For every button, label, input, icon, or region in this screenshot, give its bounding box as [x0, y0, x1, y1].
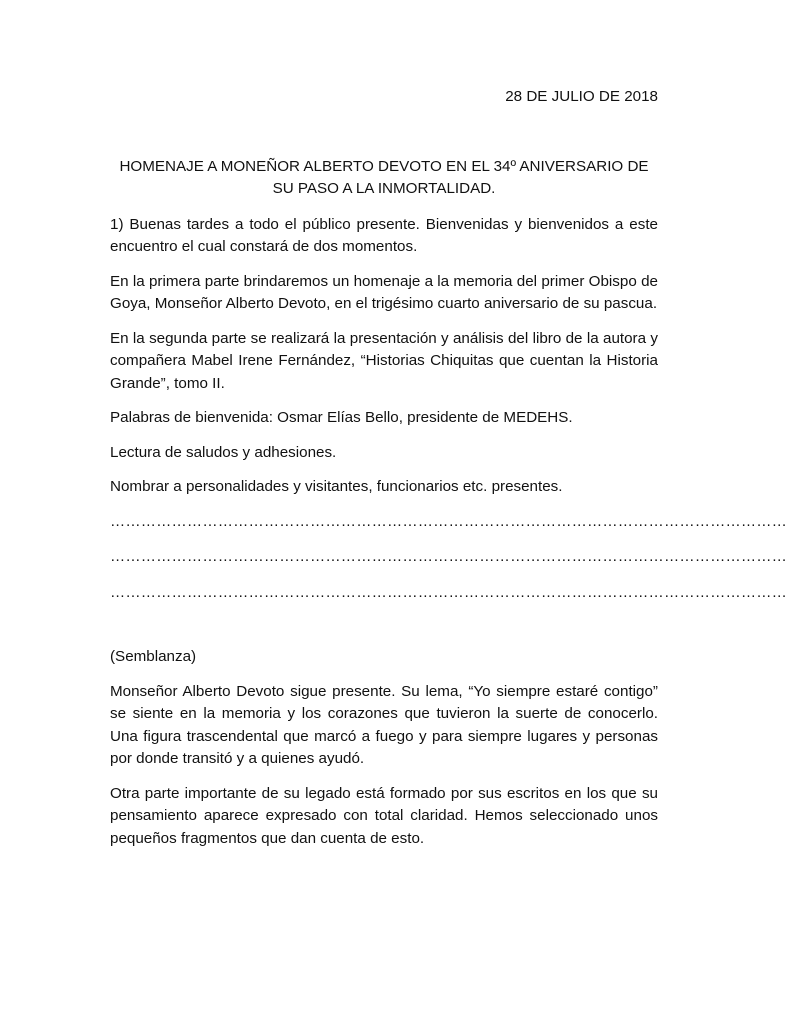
paragraph-semblanza-motto: Monseñor Alberto Devoto sigue presente. Su lema, “Yo siempre estaré contigo” se siente en la memoria y los corazones que tuvieron la suerte de conocerlo. Una figura trascendental que marcó a fuego y para siempre lugares y personas por donde transitó y a quienes ayudó. — [110, 682, 658, 767]
paragraph-first-part: En la primera parte brindaremos un homenaje a la memoria del primer Obispo de Goya, Monseñor Alberto Devoto, en el trigésimo cuarto aniversario de su pascua. — [110, 272, 658, 312]
paragraph-semblanza-legacy: Otra parte importante de su legado está formado por sus escritos en los que su pensamiento aparece expresado con total claridad. Hemos seleccionado unos pequeños fragmentos que dan cuenta de esto. — [110, 784, 658, 847]
paragraph-greeting: 1) Buenas tardes a todo el público presente. Bienvenidas y bienvenidos a este encuentro el cual constará de dos momentos. — [110, 215, 658, 255]
paragraph-name-personalities: Nombrar a personalidades y visitantes, funcionarios etc. presentes. — [110, 478, 563, 495]
section-spacer — [110, 617, 658, 646]
dotted-line: …………………………………………………………………………………………………………………… — [110, 512, 787, 530]
dotted-line: …………………………………………………………………………………………………………………… — [110, 583, 787, 601]
section-label-semblanza: (Semblanza) — [110, 648, 197, 665]
paragraph-greetings-reading: Lectura de saludos y adhesiones. — [110, 443, 337, 461]
document-title: HOMENAJE A MONEÑOR ALBERTO DEVOTO EN EL 34º ANIVERSARIO DE SU PASO A LA INMORTALIDAD. — [119, 157, 649, 197]
document-body — [110, 86, 787, 862]
paragraph-welcome-words: Palabras de bienvenida: Osmar Elías Bello, presidente de MEDEHS. — [110, 409, 573, 426]
dotted-line: …………………………………………………………………………………………………………………… — [110, 548, 787, 565]
paragraph-second-part: En la segunda parte se realizará la presentación y análisis del libro de la autora y compañera Mabel Irene Fernández, “Historias Chiquitas que cuentan la Historia Grande”, tomo II. — [110, 329, 658, 392]
document-date: 28 DE JULIO DE 2018 — [505, 88, 658, 105]
